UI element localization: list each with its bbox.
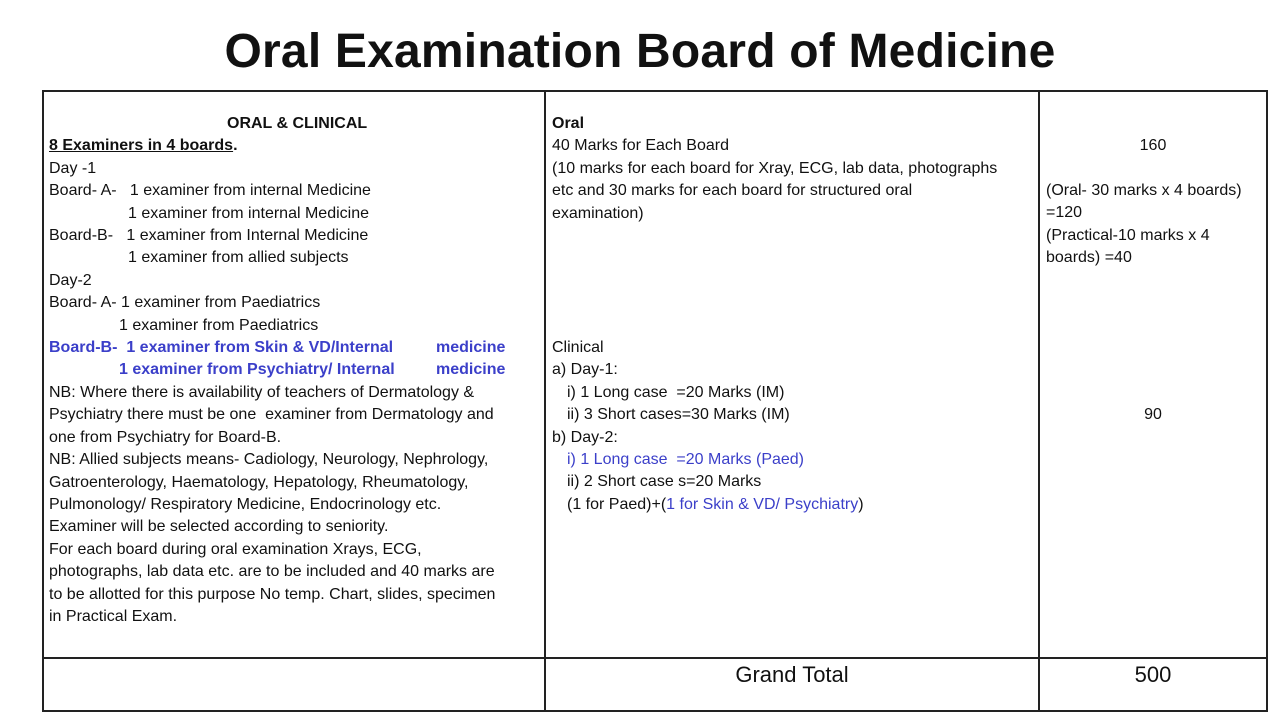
day2-board-a-line2: 1 examiner from Paediatrics [119,316,319,334]
day2-board-b-line2: 1 examiner from Psychiatry/ Internal medicine [119,361,506,379]
nb-dermatology-note: NB: Where there is availability of teachers of Dermatology & Psychiatry there must be one examiner from Dermatology and one from Psychiatry for Board-B. [49,383,494,446]
clinical-day2-short-cases: ii) 2 Short case s=20 Marks [567,473,762,491]
day1-board-b-line1: Board-B- 1 examiner from Internal Medicine [49,227,369,245]
clinical-heading: Clinical [552,339,604,356]
clinical-details-column [552,337,1032,516]
day1-board-a-line2: 1 examiner from internal Medicine [128,204,369,222]
column-divider-1 [544,90,546,712]
page-title: Oral Examination Board of Medicine [224,25,1056,78]
day2-board-a-line1: Board- A- 1 examiner from Paediatrics [49,294,321,312]
day1-label: Day -1 [49,159,97,177]
column-divider-2 [1038,90,1040,712]
grand-total-label: Grand Total [735,662,849,687]
table-border-top [42,90,1268,92]
clinical-day2-long-case: i) 1 Long case =20 Marks (Paed) [567,451,805,469]
row-divider-footer [42,657,1268,659]
oral-details-column [552,113,1032,225]
grand-total-value: 500 [1134,662,1172,687]
oral-calculation: (Oral- 30 marks x 4 boards) =120 (Practical-10 marks x 4 boards) =40 [1046,182,1242,267]
oral-line: 40 Marks for Each Board [552,137,729,155]
oral-total-value: 160 [1139,137,1167,154]
marks-table [42,90,1268,712]
oral-line: etc and 30 marks for each board for structured oral [552,182,913,200]
table-border-right [1266,90,1268,712]
oral-clinical-column [49,113,539,628]
clinical-day2-label: b) Day-2: [552,428,618,446]
clinical-total-value: 90 [1144,406,1162,423]
day1-board-a-line1: Board- A- 1 examiner from internal Medicine [49,182,371,200]
oral-heading: Oral [552,115,585,132]
clinical-day1-short-cases: ii) 3 Short cases=30 Marks (IM) [567,406,790,424]
examiners-summary: 8 Examiners in 4 boards. [49,137,238,155]
oral-line: examination) [552,204,644,222]
nb-allied-subjects-note: NB: Allied subjects means- Cadiology, Neurology, Nephrology, Gatroenterology, Haematology, Hepatology, Rheumatology, Pulmonology/ Respiratory Medicine, Endocrinology etc. Examiner will be selected according to seniority. For each board during oral examination Xrays, ECG, photographs, lab data etc. are to be included and 40 marks are to be allotted for this purpose No temp. Chart, slides, specimen in Practical Exam. [49,451,496,625]
clinical-day1-long-case: i) 1 Long case =20 Marks (IM) [567,383,785,401]
clinical-day2-split: (1 for Paed)+(1 for Skin & VD/ Psychiatry) [567,495,864,513]
day2-label: Day-2 [49,271,92,289]
oral-line: (10 marks for each board for Xray, ECG, lab data, photographs [552,159,998,177]
clinical-day1-label: a) Day-1: [552,361,618,379]
day2-board-b-line1: Board-B- 1 examiner from Skin & VD/Internal medicine [49,339,506,357]
table-border-bottom [42,710,1268,712]
oral-clinical-heading: ORAL & CLINICAL [227,115,368,132]
day1-board-b-line2: 1 examiner from allied subjects [128,249,349,267]
table-border-left [42,90,44,712]
